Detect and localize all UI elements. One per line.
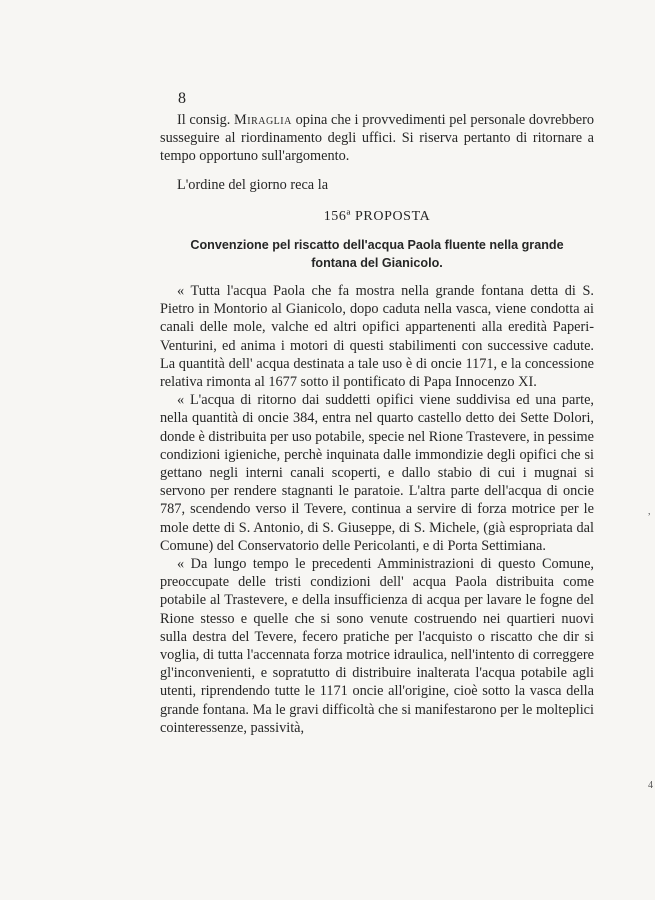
body-paragraph-1: « Tutta l'acqua Paola che fa mostra nella grande fontana detta di S. Pietro in Montorio al Gianicolo, dopo caduta nella vasca, viene condotta ai canali delle mole, valche ed altri opifici appartenenti alla eredità Paperi-Venturini, ed anima i motori di questi stabilimenti con successive cadute. La quantità dell' acqua destinata a tale uso è di oncie 1171, e la concessione relativa rimonta al 1677 sotto il pontificato di Papa Innocenzo XI. <box>160 283 594 391</box>
speaker-name: Miraglia <box>234 112 292 128</box>
body-paragraph-2: « L'acqua di ritorno dai suddetti opifici viene suddivisa ed una parte, nella quantità di oncie 384, entra nel quarto castello detto dei Sette Dolori, donde è distribuita per uso potabile, specie nel Rione Trastevere, in pessime condizioni igieniche, perchè inquinata dalle immondizie degli opifici che si gettano negli interni canali scoperti, e dallo stabio di cui i mugnai si servono per rendere stagnanti le paratoie. L'altra parte dell'acqua di oncie 787, scendendo verso il Tevere, continua a servire di forza motrice per le mole dette di S. Antonio, di S. Giuseppe, di S. Michele, (già espropriata dal Comune) del Conservatorio delle Pericolanti, e di Porta Settimiana. <box>160 392 594 554</box>
margin-mark: 4 <box>648 780 653 791</box>
agenda-line: L'ordine del giorno reca la <box>177 176 329 193</box>
intro-text: opina che i provvedimenti pel personale dovrebbero susseguire al riordinamento degli uffici. Si riserva pertanto di ritornare a tempo opportuno sull'argomento. <box>160 112 595 165</box>
page-number: 8 <box>178 90 187 107</box>
proposal-number: 156ª PROPOSTA <box>323 208 431 224</box>
intro-prefix: Il consig. <box>177 112 231 128</box>
intro-paragraph <box>160 111 594 166</box>
margin-mark: , <box>648 506 651 517</box>
body-text <box>160 111 594 737</box>
proposal-heading: Convenzione pel riscatto dell'acqua Paola fluente nella grande fontana del Gianicolo. <box>190 238 564 271</box>
body-paragraph-3: « Da lungo tempo le precedenti Amministrazioni di questo Comune, preoccupate delle tristi condizioni dell' acqua Paola distribuita come potabile al Trastevere, e della insufficienza di acqua per lavare le fogne del Rione stesso e quelle che si sono venute costruendo nei quartieri nuovi sulla destra del Tevere, fecero pratiche per l'acquisto o riscatto che dir si voglia, di tutta l'accennata forza motrice idraulica, nell'intento di correggere gl'inconvenienti, e sopratutto di distribuire inalterata l'acqua potabile agli utenti, riprendendo tutte le 1171 oncie all'origine, cioè sotto la vasca della grande fontana. Ma le gravi difficoltà che si manifestarono per le molteplici cointeressenze, passività, <box>160 556 594 736</box>
